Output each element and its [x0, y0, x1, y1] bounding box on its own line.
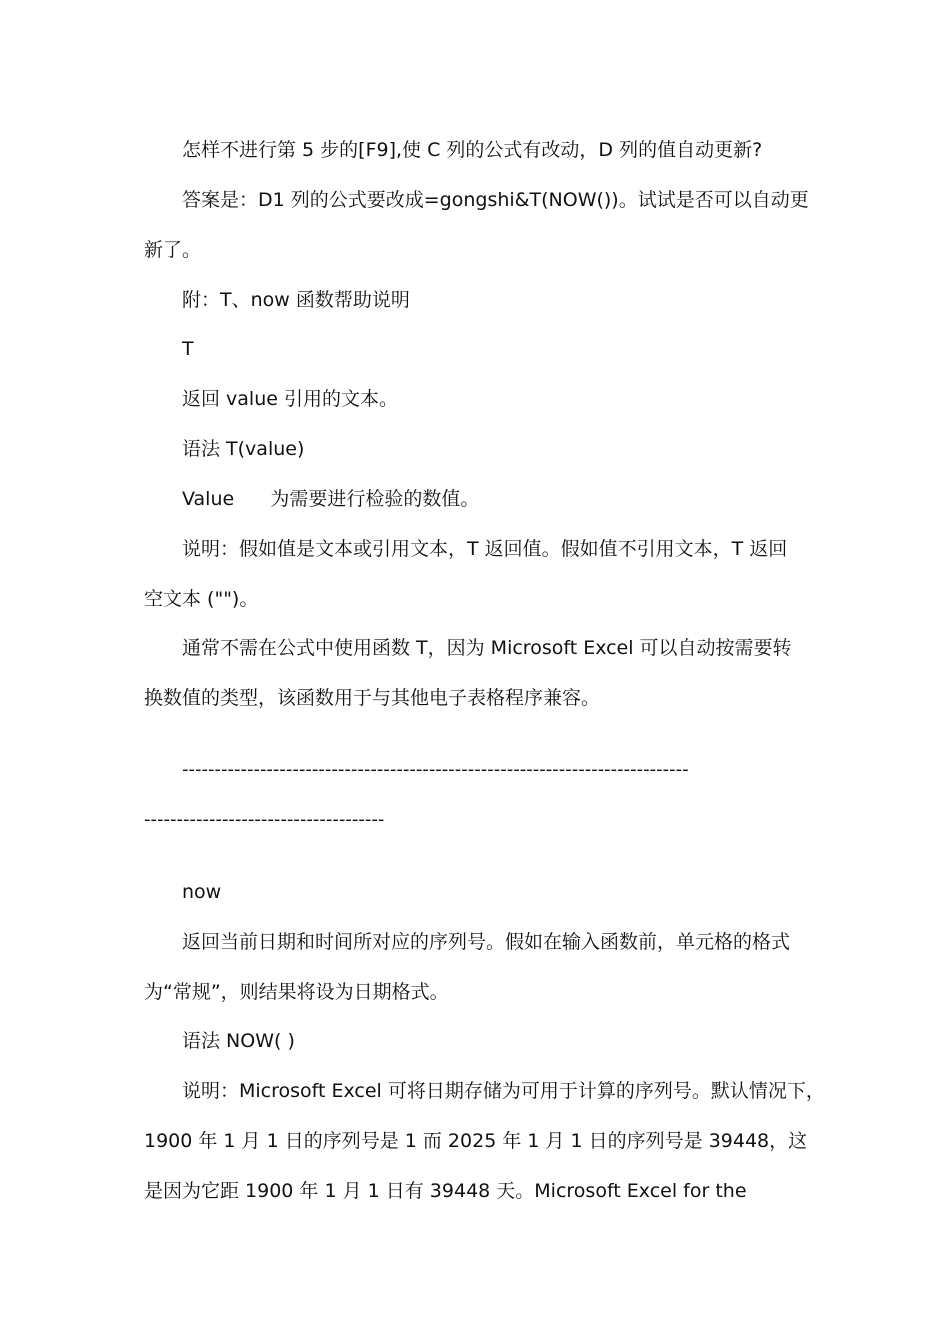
now-note-line-2: 1900 年 1 月 1 日的序列号是 1 而 2025 年 1 月 1 日的序列号是 39448，这: [144, 1130, 808, 1152]
t-syntax: 语法 T(value): [182, 438, 305, 460]
t-remark-line: 通常不需在公式中使用函数 T，因为 Microsoft Excel 可以自动按需要转: [182, 637, 792, 659]
appendix-heading: 附：T、now 函数帮助说明: [182, 289, 410, 311]
dashed-separator: ------------------------------------------------------------------------------: [182, 759, 689, 780]
t-function-title: T: [182, 338, 194, 360]
t-remark-line-cont: 换数值的类型，该函数用于与其他电子表格程序兼容。: [144, 687, 601, 709]
t-note-line: 说明：假如值是文本或引用文本，T 返回值。假如值不引用文本，T 返回: [182, 538, 788, 560]
now-description-cont: 为“常规”，则结果将设为日期格式。: [144, 981, 449, 1003]
t-note-line-cont: 空文本 ("")。: [144, 588, 259, 610]
answer-line-cont: 新了。: [144, 239, 202, 261]
now-syntax: 语法 NOW( ): [182, 1030, 295, 1052]
t-param-value: Value 为需要进行检验的数值。: [182, 488, 480, 510]
question-line: 怎样不进行第 5 步的[F9],使 C 列的公式有改动，D 列的值自动更新?: [182, 139, 763, 161]
t-description: 返回 value 引用的文本。: [182, 388, 398, 410]
now-description: 返回当前日期和时间所对应的序列号。假如在输入函数前，单元格的格式: [182, 931, 791, 953]
now-function-title: now: [182, 881, 222, 903]
answer-line: 答案是：D1 列的公式要改成=gongshi&T(NOW())。试试是否可以自动更: [182, 189, 809, 211]
now-note-line: 说明：Microsoft Excel 可将日期存储为可用于计算的序列号。默认情况下，: [182, 1080, 825, 1102]
now-note-line-3: 是因为它距 1900 年 1 月 1 日有 39448 天。Microsoft Excel for the: [144, 1180, 747, 1202]
dashed-separator-cont: -------------------------------------: [144, 809, 385, 830]
